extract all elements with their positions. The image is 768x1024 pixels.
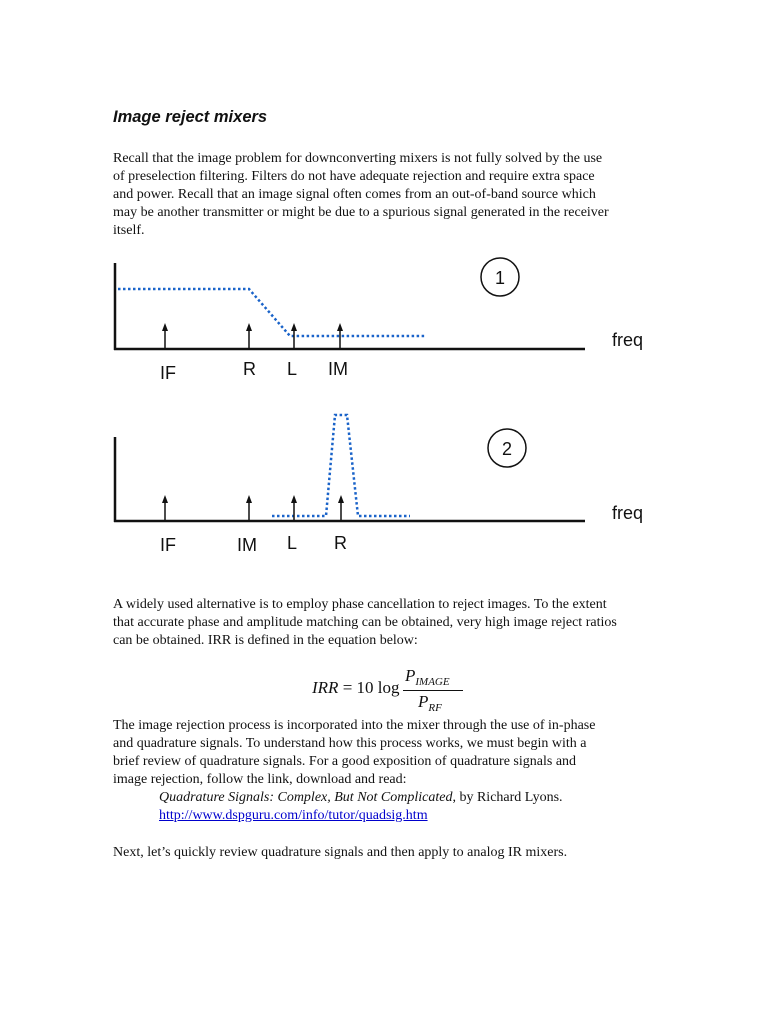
signal-arrow bbox=[246, 495, 252, 520]
reference-author: , by Richard Lyons. bbox=[452, 790, 563, 805]
signal-arrow bbox=[162, 495, 168, 520]
intro-paragraph bbox=[113, 150, 658, 240]
diagram-number: 1 bbox=[494, 268, 506, 288]
closing-paragraph bbox=[113, 844, 658, 862]
label-im: IM bbox=[328, 359, 348, 379]
text-line: and power. Recall that an image signal often comes from an out-of-band source which bbox=[113, 187, 596, 202]
reference-citation bbox=[159, 789, 563, 807]
text-line: of preselection filtering. Filters do not have adequate rejection and require extra space bbox=[113, 169, 595, 184]
spectrum-diagram-2 bbox=[0, 405, 768, 560]
alternative-paragraph bbox=[113, 596, 658, 650]
irr-equation bbox=[312, 666, 512, 718]
label-im: IM bbox=[237, 535, 257, 555]
reference-title: Quadrature Signals: Complex, But Not Complicated bbox=[159, 790, 453, 805]
label-r: R bbox=[334, 533, 347, 553]
spectrum-diagram-1 bbox=[0, 255, 768, 390]
text-line: that accurate phase and amplitude matching can be obtained, very high image reject ratios bbox=[113, 615, 617, 630]
equation-numerator: $P_{IMAGE}$ bbox=[405, 666, 450, 688]
page-heading: Image reject mixers bbox=[113, 108, 268, 126]
equation-lhs: IRR = 10 log bbox=[312, 678, 400, 697]
label-if: IF bbox=[160, 363, 176, 383]
signal-arrow bbox=[338, 495, 344, 520]
label-r: R bbox=[243, 359, 256, 379]
text-line: and quadrature signals. To understand how this process works, we must begin with a bbox=[113, 736, 587, 751]
equation-denominator: $P_{RF}$ bbox=[418, 692, 442, 714]
text-line: A widely used alternative is to employ phase cancellation to reject images. To the extent bbox=[113, 597, 607, 612]
signal-arrow bbox=[162, 323, 168, 348]
process-paragraph bbox=[113, 717, 658, 789]
text-line: image rejection, follow the link, download and read: bbox=[113, 772, 407, 787]
label-l: L bbox=[287, 533, 298, 553]
fraction-bar bbox=[403, 690, 463, 691]
text-line: Recall that the image problem for downconverting mixers is not fully solved by the use bbox=[113, 151, 603, 166]
text-line: can be obtained. IRR is defined in the equation below: bbox=[113, 633, 418, 648]
text-line: The image rejection process is incorporated into the mixer through the use of in-phase bbox=[113, 718, 596, 733]
text-line: brief review of quadrature signals. For a good exposition of quadrature signals and bbox=[113, 754, 577, 769]
text-line: Next, let’s quickly review quadrature signals and then apply to analog IR mixers. bbox=[113, 845, 568, 860]
reference-link[interactable]: http://www.dspguru.com/info/tutor/quadsig.htm bbox=[159, 808, 428, 823]
axis-label-freq: freq bbox=[612, 503, 644, 523]
diagram-number: 2 bbox=[501, 439, 513, 459]
label-l: L bbox=[287, 359, 298, 379]
label-if: IF bbox=[160, 535, 176, 555]
text-line: may be another transmitter or might be due to a spurious signal generated in the receiver bbox=[113, 205, 609, 220]
signal-arrow bbox=[246, 323, 252, 348]
signal-arrow bbox=[291, 495, 297, 520]
text-line: itself. bbox=[113, 223, 145, 238]
axis-label-freq: freq bbox=[612, 330, 644, 350]
